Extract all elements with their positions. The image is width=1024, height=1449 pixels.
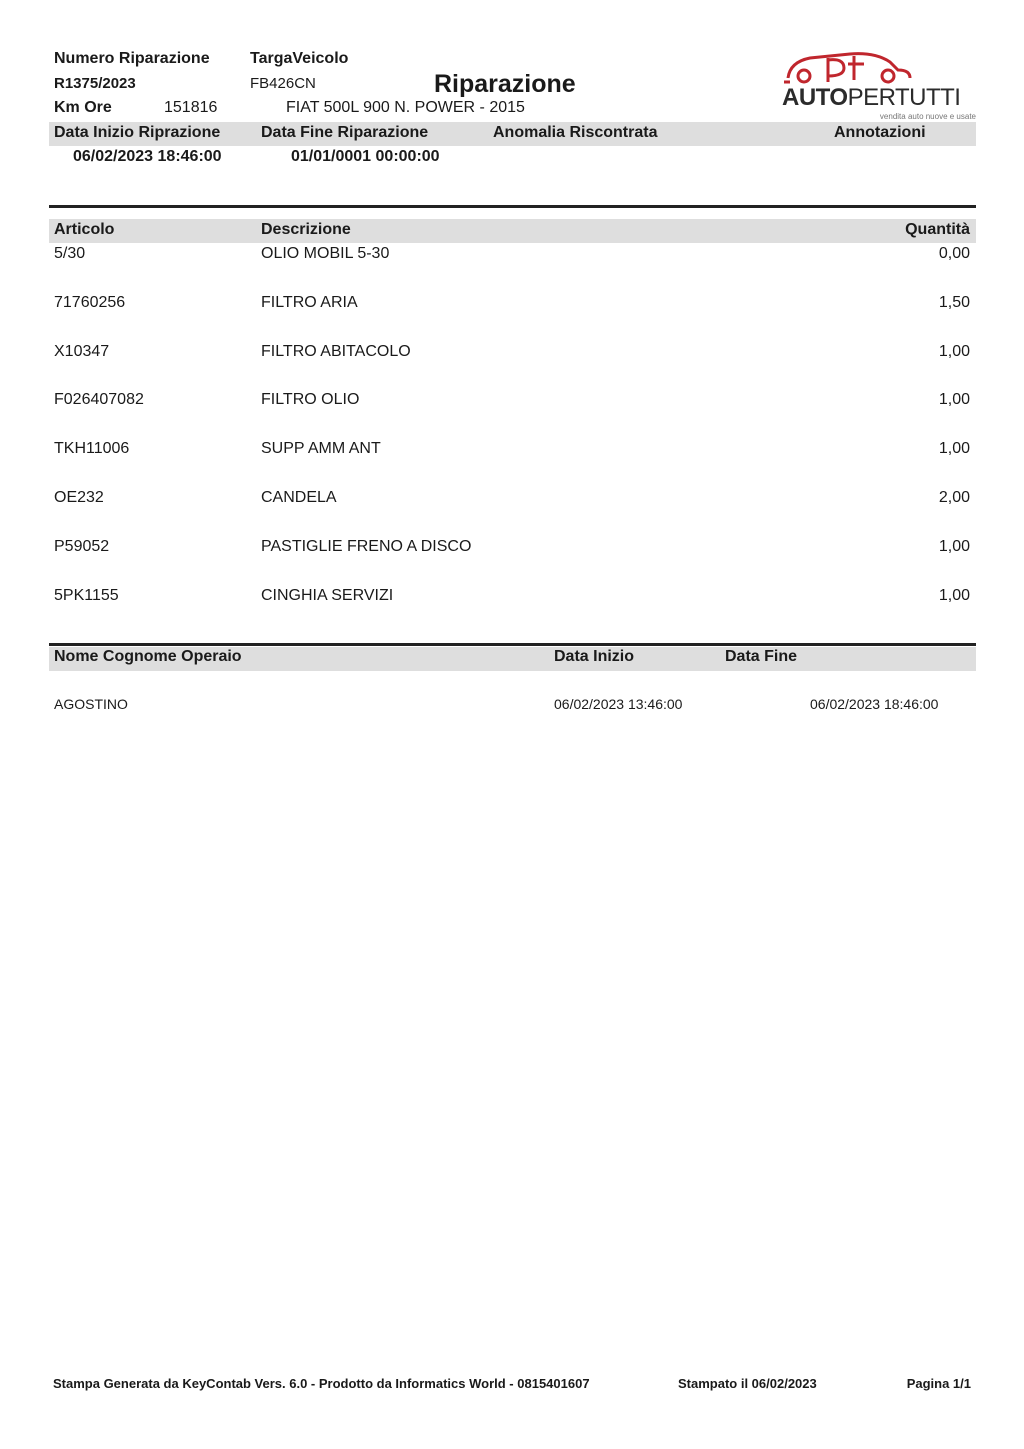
article-description: PASTIGLIE FRENO A DISCO	[261, 537, 472, 555]
article-code: OE232	[54, 489, 104, 506]
operaio-header: Nome Cognome Operaio	[54, 648, 242, 665]
annotazioni-header: Annotazioni	[834, 124, 926, 141]
table-row	[0, 294, 1024, 316]
article-description: OLIO MOBIL 5-30	[261, 245, 390, 262]
article-description: FILTRO ABITACOLO	[261, 342, 411, 360]
article-quantity: 1,00	[938, 391, 970, 409]
descrizione-header: Descrizione	[261, 221, 351, 238]
article-code: 71760256	[54, 293, 126, 311]
worker-end: 06/02/2023 18:46:00	[810, 696, 939, 712]
table-row	[0, 245, 1024, 267]
article-quantity: 0,00	[938, 245, 970, 262]
targa-veicolo-label: TargaVeicolo	[250, 50, 349, 67]
article-quantity: 1,00	[938, 440, 970, 458]
worker-start: 06/02/2023 13:46:00	[554, 696, 683, 712]
logo-tagline: vendita auto nuove e usate	[879, 112, 976, 121]
data-fine-header: Data Fine Riparazione	[261, 124, 429, 141]
page-title: Riparazione	[434, 70, 576, 98]
data-inizio-header: Data Inizio Riprazione	[54, 124, 221, 141]
table-row	[0, 440, 1024, 462]
targa-veicolo-value: FB426CN	[250, 75, 316, 92]
vehicle-model: FIAT 500L 900 N. POWER - 2015	[286, 99, 525, 116]
article-code: P59052	[54, 537, 110, 555]
numero-riparazione-label: Numero Riparazione	[54, 50, 210, 67]
table-row	[0, 696, 1024, 718]
table-row	[0, 489, 1024, 511]
data-inizio-value: 06/02/2023 18:46:00	[73, 148, 222, 165]
km-ore-label: Km Ore	[54, 99, 112, 116]
worker-data-inizio-header: Data Inizio	[554, 648, 635, 665]
article-description: CANDELA	[261, 489, 337, 506]
article-description: SUPP AMM ANT	[261, 440, 381, 458]
footer-generated: Stampa Generata da KeyContab Vers. 6.0 - Prodotto da Informatics World - 0815401607	[53, 1376, 590, 1391]
article-code: 5/30	[54, 245, 86, 262]
article-description: CINGHIA SERVIZI	[261, 586, 394, 604]
article-quantity: 2,00	[938, 489, 970, 506]
numero-riparazione-value: R1375/2023	[54, 75, 136, 92]
article-quantity: 1,50	[938, 293, 970, 311]
article-code: 5PK1155	[54, 586, 119, 604]
article-code: TKH11006	[54, 440, 130, 458]
footer-page: Pagina 1/1	[906, 1376, 971, 1391]
article-code: X10347	[54, 342, 110, 360]
autopertutti-logo	[780, 48, 980, 122]
articolo-header: Articolo	[54, 221, 115, 238]
logo-brand-pertutti: PERTUTTI	[847, 84, 961, 111]
worker-data-fine-header: Data Fine	[725, 648, 798, 665]
quantita-header: Quantità	[905, 221, 970, 238]
anomalia-header: Anomalia Riscontrata	[493, 124, 658, 141]
table-row	[0, 587, 1024, 609]
footer-printed: Stampato il 06/02/2023	[678, 1376, 817, 1391]
articles-top-rule	[49, 205, 976, 208]
worker-name: AGOSTINO	[54, 696, 128, 712]
logo-brand-auto: AUTO	[782, 84, 848, 111]
article-quantity: 1,00	[938, 342, 970, 360]
article-description: FILTRO ARIA	[261, 293, 358, 311]
article-description: FILTRO OLIO	[261, 391, 360, 409]
article-quantity: 1,00	[938, 586, 970, 604]
article-code: F026407082	[54, 391, 144, 409]
article-quantity: 1,00	[938, 537, 970, 555]
table-row	[0, 538, 1024, 560]
articles-header-band	[49, 219, 976, 243]
table-row	[0, 343, 1024, 365]
km-ore-value: 151816	[164, 99, 218, 116]
table-row	[0, 391, 1024, 413]
data-fine-value: 01/01/0001 00:00:00	[291, 148, 440, 165]
workers-top-rule	[49, 643, 976, 646]
